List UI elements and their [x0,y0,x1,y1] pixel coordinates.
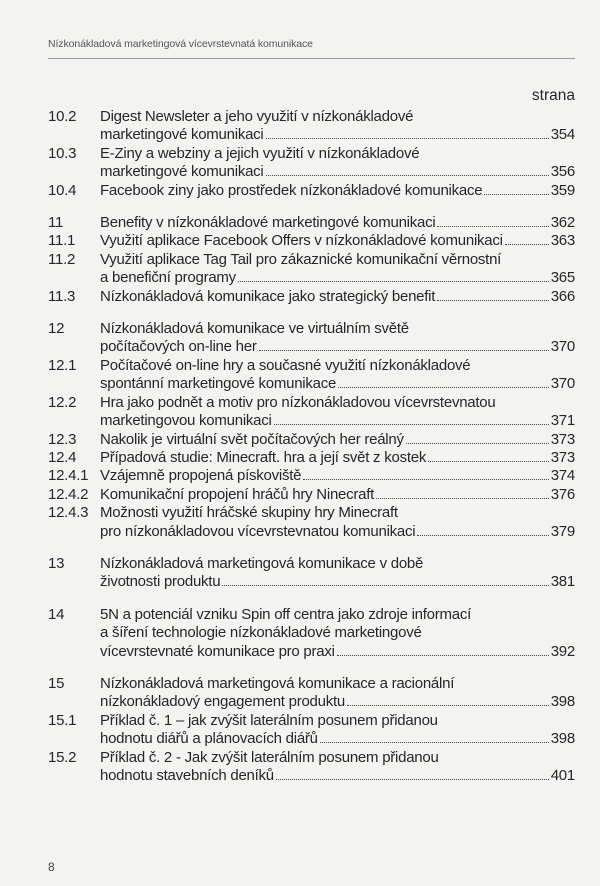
section-title [100,251,575,288]
page-ref: 392 [550,642,575,660]
section-title [100,320,575,357]
section-title [100,749,575,786]
title-line [100,573,575,591]
dot-leader [505,244,549,245]
toc-chapter-group [48,675,575,785]
section-title [100,449,575,467]
section-title [100,232,575,250]
dot-leader [437,226,548,227]
title-text: Vzájemně propojená pískoviště [100,467,302,485]
title-text: hodnotu diářů a plánovacích diářů [100,730,318,748]
section-number: 10.2 [48,108,77,125]
section-title [100,555,575,592]
dot-leader [259,350,549,351]
page-column-label: strana [531,87,575,104]
section-title [100,675,575,712]
title-text: pro nízkonákladovou vícevrstevnatou komunikaci [100,522,416,540]
title-line [100,288,575,306]
page-ref: 371 [550,412,575,430]
section-number: 12.4.1 [48,467,89,485]
title-line: a šíření technologie nízkonákladové marketingové [100,624,422,642]
section-title [100,394,575,431]
page-ref: 381 [550,573,575,591]
toc-entry[interactable] [48,467,575,485]
title-line [100,269,575,287]
dot-leader [266,175,549,176]
title-line: E-Ziny a webziny a jejich využití v nízkonákladové [100,144,420,162]
toc-entry[interactable] [48,555,575,592]
section-title [100,357,575,394]
section-title [100,108,575,145]
title-line: Nízkonákladová marketingová komunikace v době [100,554,424,572]
toc-chapter-group [48,555,575,592]
title-line [100,467,575,485]
title-text: životnosti produktu [100,573,221,591]
title-line [100,643,575,661]
toc-entry[interactable] [48,251,575,288]
dot-leader [337,655,549,656]
page-ref: 359 [550,181,575,199]
page-ref: 363 [550,232,575,250]
section-number: 14 [48,605,65,623]
dot-leader [406,443,549,444]
title-line: 5N a potenciál vzniku Spin off centra jako zdroje informací [100,605,472,623]
toc-chapter-group [48,214,575,306]
section-number: 12.1 [48,356,77,374]
title-text: a benefiční programy [100,269,236,287]
section-number: 11 [48,214,64,232]
section-number: 11.3 [48,287,76,305]
title-line [100,126,575,144]
dot-leader [417,535,548,536]
toc-chapter-group [48,320,575,541]
toc-entry[interactable] [48,504,575,541]
section-title [100,486,575,504]
title-line [100,232,575,250]
toc-entry[interactable] [48,320,575,357]
dot-leader [338,387,549,388]
title-text: Nakolik je virtuální svět počítačových her reálný [100,430,404,448]
toc-entry[interactable] [48,214,575,232]
dot-leader [238,281,549,282]
toc-entry[interactable] [48,486,575,504]
section-number: 12.2 [48,393,77,411]
title-line [100,214,575,232]
section-title [100,182,575,200]
page-ref: 373 [550,430,575,448]
page-ref: 365 [550,269,575,287]
dot-leader [437,300,549,301]
page-ref: 356 [550,163,575,181]
title-text: Benefity v nízkonákladové marketingové komunikaci [100,214,436,232]
dot-leader [266,138,549,139]
title-text: Využití aplikace Facebook Offers v nízkonákladové komunikaci [100,232,503,250]
title-line [100,693,575,711]
header-rule [48,58,575,59]
title-line [100,767,575,785]
section-number: 12.4.2 [48,485,89,503]
section-number: 10.3 [48,144,77,162]
title-line: Počítačové on-line hry a současné využití nízkonákladové [100,356,471,374]
page-ref: 370 [550,375,575,393]
section-title [100,504,575,541]
section-title [100,214,575,232]
title-text: Nízkonákladová komunikace jako strategický benefit [100,287,436,305]
page-ref: 398 [550,693,575,711]
title-text: nízkonákladový engagement produktu [100,693,346,711]
title-text: počítačových on-line her [100,338,257,356]
toc-chapter-group [48,606,575,661]
dot-leader [484,194,548,195]
title-text: marketingové komunikaci [100,163,264,181]
section-title [100,606,575,661]
title-line [100,730,575,748]
page-ref: 401 [550,767,575,784]
page-ref: 398 [550,730,575,748]
title-line: Digest Newsleter a jeho využití v nízkonákladové [100,108,414,125]
page-number: 8 [48,860,55,874]
page-ref: 376 [550,485,575,503]
title-text: hodnotu stavebních deníků [100,767,274,784]
toc-entry[interactable] [48,357,575,394]
section-number: 11.1 [48,232,76,250]
page-ref: 379 [550,522,575,540]
section-number: 12.3 [48,430,77,448]
toc-entry[interactable] [48,288,575,306]
dot-leader [320,742,549,743]
toc-entry[interactable] [48,108,575,145]
section-number: 12.4 [48,448,77,466]
toc-chapter-group [48,108,575,200]
title-text: vícevrstevnaté komunikace pro praxi [100,642,335,660]
title-text: marketingové komunikaci [100,126,264,144]
dot-leader [274,424,549,425]
running-head: Nízkonákladová marketingová vícevrstevnatá komunikace [48,38,313,50]
section-number: 15 [48,674,65,692]
dot-leader [428,461,549,462]
section-number: 12 [48,320,65,338]
section-title [100,145,575,182]
title-line: Příklad č. 1 – jak zvýšit laterálním posunem přidanou [100,711,438,729]
title-line: Možnosti využití hráčské skupiny hry Minecraft [100,504,398,522]
section-title [100,431,575,449]
section-number: 15.1 [48,711,77,729]
title-text: spontánní marketingové komunikace [100,375,337,393]
title-line [100,163,575,181]
title-line: Nízkonákladová marketingová komunikace a racionální [100,674,455,692]
title-line [100,523,575,541]
section-number: 13 [48,554,65,572]
section-title [100,712,575,749]
title-text: Případová studie: Minecraft. hra a její svět z kostek [100,448,427,466]
title-line [100,486,575,504]
dot-leader [347,705,549,706]
toc-entry[interactable] [48,675,575,712]
page-ref: 354 [550,126,575,144]
section-number: 12.4.3 [48,504,89,522]
page-ref: 366 [550,287,575,305]
toc-entry[interactable] [48,431,575,449]
title-line [100,375,575,393]
toc-entry[interactable] [48,182,575,200]
dot-leader [303,479,549,480]
title-line [100,338,575,356]
title-line: Příklad č. 2 - Jak zvýšit laterálním posunem přidanou [100,748,439,766]
section-number: 10.4 [48,181,77,199]
title-line [100,182,575,200]
page-ref: 374 [550,467,575,485]
dot-leader [376,498,549,499]
page-ref: 370 [550,338,575,356]
title-text: marketingovou komunikaci [100,412,272,430]
title-text: Komunikační propojení hráčů hry Ninecraft [100,485,375,503]
toc-entry[interactable] [48,394,575,431]
title-line: Nízkonákladová komunikace ve virtuálním světě [100,320,409,338]
section-title [100,467,575,485]
title-line [100,412,575,430]
title-line: Hra jako podnět a motiv pro nízkonákladovou vícevrstevnatou [100,393,496,411]
toc-entry[interactable] [48,145,575,182]
section-number: 15.2 [48,748,77,766]
dot-leader [276,779,549,780]
title-line: Využití aplikace Tag Tail pro zákaznické komunikační věrnostní [100,250,502,268]
toc-entry[interactable] [48,749,575,786]
title-line [100,449,575,467]
section-number: 11.2 [48,250,76,268]
toc-entry[interactable] [48,449,575,467]
page-ref: 373 [550,448,575,466]
title-line [100,431,575,449]
toc-entry[interactable] [48,606,575,661]
toc-entry[interactable] [48,232,575,250]
dot-leader [222,585,548,586]
page-ref: 362 [550,214,575,232]
table-of-contents [48,108,575,785]
toc-entry[interactable] [48,712,575,749]
title-text: Facebook ziny jako prostředek nízkonákladové komunikace [100,181,483,199]
section-title [100,288,575,306]
